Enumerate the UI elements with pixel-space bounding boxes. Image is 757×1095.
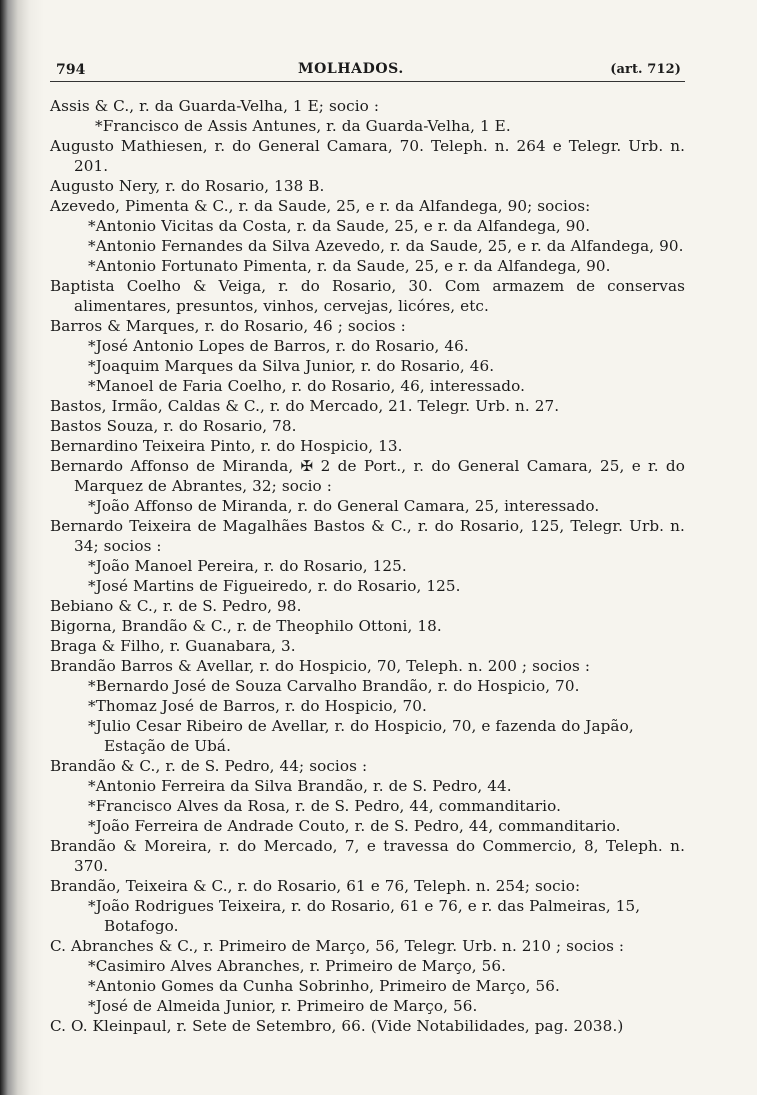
sub-entry: *Antonio Gomes da Cunha Sobrinho, Primeiro de Março, 56. [88, 977, 560, 995]
sub-entry: *Casimiro Alves Abranches, r. Primeiro de Março, 56. [88, 957, 507, 975]
entry: Augusto Mathiesen, r. do General Camara, 70. Teleph. n. 264 e Telegr. Urb. n. 201. [50, 137, 685, 175]
entry: Assis & C., r. da Guarda-Velha, 1 E; socio : [50, 97, 380, 115]
header-rule [50, 81, 685, 82]
sub-entry: *Francisco Alves da Rosa, r. de S. Pedro, 44, commanditario. [88, 797, 561, 815]
sub-entry: *Joaquim Marques da Silva Junior, r. do Rosario, 46. [88, 357, 495, 375]
page-number: 794 [56, 62, 86, 78]
sub-entry: *João Affonso de Miranda, r. do General Camara, 25, interessado. [88, 497, 600, 515]
sub-entry: *João Manoel Pereira, r. do Rosario, 125. [88, 557, 407, 575]
sub-entry: *José de Almeida Junior, r. Primeiro de Março, 56. [88, 997, 478, 1015]
entry: Bastos Souza, r. do Rosario, 78. [50, 417, 297, 435]
sub-entry: *Antonio Ferreira da Silva Brandão, r. de S. Pedro, 44. [88, 777, 512, 795]
entry: Brandão, Teixeira & C., r. do Rosario, 61 e 76, Teleph. n. 254; socio: [50, 877, 581, 895]
entry: C. Abranches & C., r. Primeiro de Março, 56, Telegr. Urb. n. 210 ; socios : [50, 937, 625, 955]
entry: Barros & Marques, r. do Rosario, 46 ; socios : [50, 317, 406, 335]
entry: Azevedo, Pimenta & C., r. da Saude, 25, e r. da Alfandega, 90; socios: [50, 197, 591, 215]
sub-entry: *José Martins de Figueiredo, r. do Rosario, 125. [88, 577, 461, 595]
entry: Brandão & Moreira, r. do Mercado, 7, e travessa do Commercio, 8, Teleph. n. 370. [50, 837, 685, 875]
section-title: MOLHADOS. [298, 61, 404, 77]
sub-entry: *Francisco de Assis Antunes, r. da Guarda-Velha, 1 E. [95, 117, 511, 135]
sub-entry: *Antonio Vicitas da Costa, r. da Saude, 25, e r. da Alfandega, 90. [88, 217, 591, 235]
entry: Bernardo Teixeira de Magalhães Bastos & C., r. do Rosario, 125, Telegr. Urb. n. 34; socios : [50, 517, 685, 555]
page-gutter-shadow [0, 0, 44, 1095]
entry: Bigorna, Brandão & C., r. de Theophilo Ottoni, 18. [50, 617, 442, 635]
sub-entry: *João Ferreira de Andrade Couto, r. de S. Pedro, 44, commanditario. [88, 817, 621, 835]
entry: C. O. Kleinpaul, r. Sete de Setembro, 66. (Vide Notabilidades, pag. 2038.) [50, 1017, 624, 1035]
sub-entry: *Thomaz José de Barros, r. do Hospicio, 70. [88, 697, 427, 715]
sub-entry: *Manoel de Faria Coelho, r. do Rosario, 46, interessado. [88, 377, 525, 395]
article-reference: (art. 712) [610, 62, 681, 77]
directory-page [50, 58, 685, 1036]
entry: Bernardo Affonso de Miranda, ✠ 2 de Port., r. do General Camara, 25, e r. do Marquez de Abrantes, 32; socio : [50, 457, 685, 495]
entry: Bebiano & C., r. de S. Pedro, 98. [50, 597, 302, 615]
entry: Bernardino Teixeira Pinto, r. do Hospicio, 13. [50, 437, 403, 455]
sub-entry: *Bernardo José de Souza Carvalho Brandão, r. do Hospicio, 70. [88, 677, 580, 695]
sub-entry: *Antonio Fernandes da Silva Azevedo, r. da Saude, 25, e r. da Alfandega, 90. [88, 237, 684, 255]
entry: Brandão & C., r. de S. Pedro, 44; socios : [50, 757, 368, 775]
sub-entry: *João Rodrigues Teixeira, r. do Rosario, 61 e 76, e r. das Palmeiras, 15, Botafogo. [88, 897, 641, 935]
sub-entry: *Antonio Fortunato Pimenta, r. da Saude, 25, e r. da Alfandega, 90. [88, 257, 611, 275]
entry: Augusto Nery, r. do Rosario, 138 B. [50, 177, 325, 195]
entry: Braga & Filho, r. Guanabara, 3. [50, 637, 296, 655]
entry: Bastos, Irmão, Caldas & C., r. do Mercado, 21. Telegr. Urb. n. 27. [50, 397, 560, 415]
entry: Baptista Coelho & Veiga, r. do Rosario, 30. Com armazem de conservas alimentares, presuntos, vinhos, cervejas, licóres, etc. [50, 277, 685, 315]
sub-entry: *Julio Cesar Ribeiro de Avellar, r. do Hospicio, 70, e fazenda do Japão, Estação de Ubá. [88, 717, 634, 755]
entry: Brandão Barros & Avellar, r. do Hospicio, 70, Teleph. n. 200 ; socios : [50, 657, 591, 675]
sub-entry: *José Antonio Lopes de Barros, r. do Rosario, 46. [88, 337, 469, 355]
page-header [50, 58, 685, 80]
